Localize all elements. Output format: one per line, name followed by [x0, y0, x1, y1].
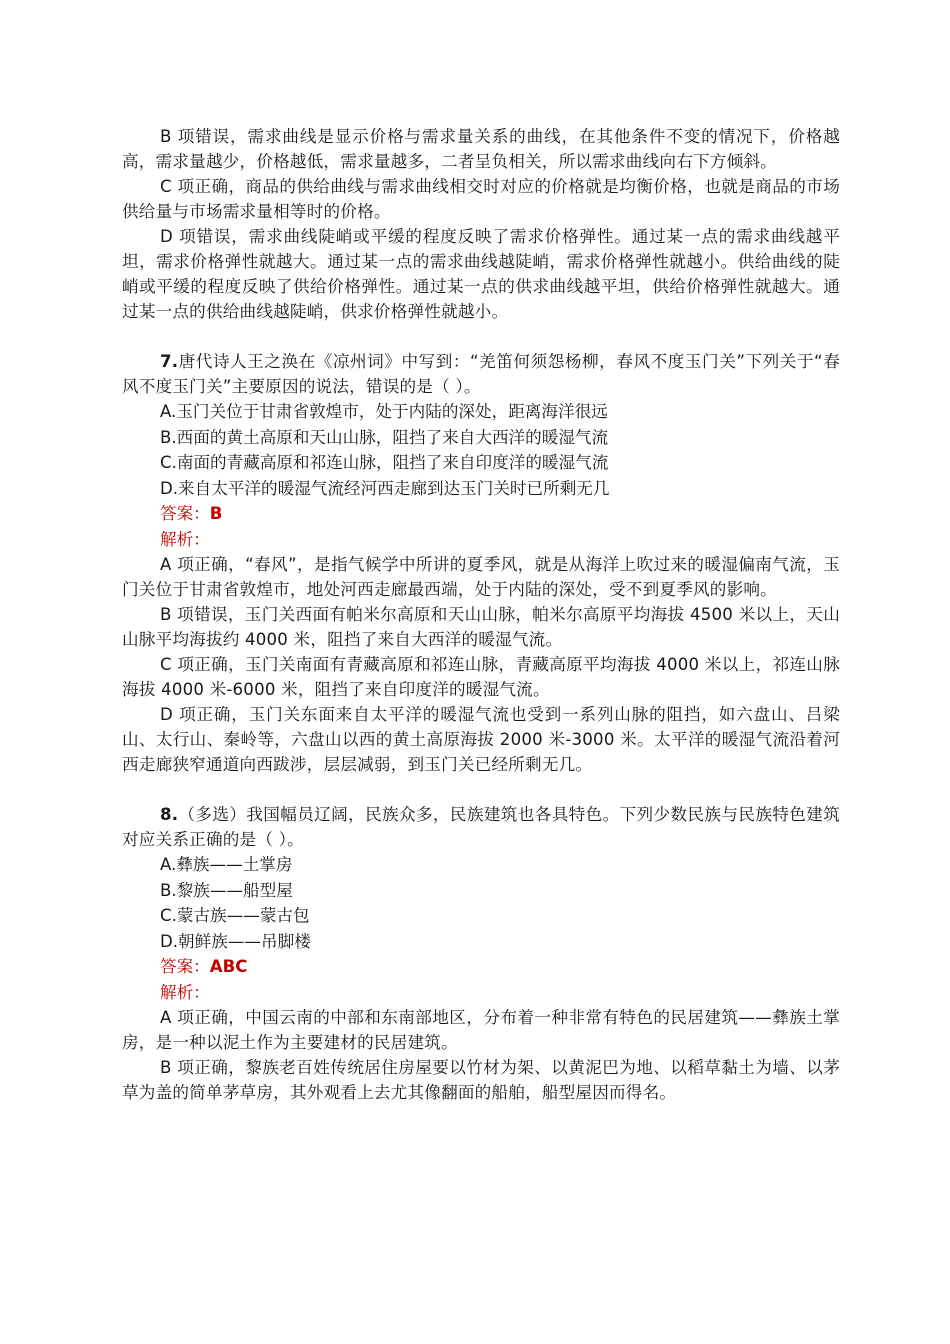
question-8-option-d: D.朝鲜族——吊脚楼: [160, 931, 311, 951]
question-7-analysis-label: 解析：: [160, 529, 210, 549]
question-7-answer: [122, 501, 840, 527]
question-8-number: 8.: [160, 805, 179, 824]
answer-value: ABC: [209, 957, 248, 976]
question-8-option-a: A.彝族——土掌房: [160, 855, 293, 874]
prev-analysis-c: C 项正确，商品的供给曲线与需求曲线相交时对应的价格就是均衡价格，也就是商品的市场供给量与市场需求量相等时的价格。: [122, 177, 840, 221]
question-7-analysis-b: B 项错误，玉门关西面有帕米尔高原和天山山脉，帕米尔高原平均海拔 4500 米以上，天山山脉平均海拔约 4000 米，阻挡了来自大西洋的暖湿气流。: [122, 605, 840, 649]
spacer: [122, 324, 840, 349]
question-7-analysis-d: D 项正确，玉门关东面来自太平洋的暖湿气流也受到一系列山脉的阻挡，如六盘山、吕梁山、太行山、秦岭等，六盘山以西的黄土高原海拔 2000 米-3000 米。太平洋的暖湿气流沿着河西走廊狭窄通道向西跋涉，层层减弱，到玉门关已经所剩无几。: [122, 705, 840, 774]
answer-label: 答案：: [160, 504, 210, 523]
document-page: [122, 124, 840, 1105]
question-7-option-a: A.玉门关位于甘肃省敦煌市，处于内陆的深处，距离海洋很远: [160, 402, 608, 421]
prev-analysis-b: B 项错误，需求曲线是显示价格与需求量关系的曲线，在其他条件不变的情况下，价格越高，需求量越少，价格越低，需求量越多，二者呈负相关，所以需求曲线向右下方倾斜。: [122, 127, 840, 171]
question-8-analysis-a: A 项正确，中国云南的中部和东南部地区，分布着一种非常有特色的民居建筑——彝族土掌房，是一种以泥土作为主要建材的民居建筑。: [122, 1008, 840, 1052]
question-8-answer: [122, 954, 840, 980]
question-8-option-b: B.黎族——船型屋: [160, 880, 293, 900]
question-8-option-c: C.蒙古族——蒙古包: [160, 906, 310, 925]
question-8-analysis-label: 解析：: [160, 982, 210, 1002]
question-8-analysis-b: B 项正确，黎族老百姓传统居住房屋要以竹材为架、以黄泥巴为地、以稻草黏土为墙、以茅草为盖的简单茅草房，其外观看上去尤其像翻面的船舶，船型屋因而得名。: [122, 1058, 840, 1102]
answer-value: B: [209, 504, 223, 523]
question-7-stem: [122, 349, 840, 399]
answer-label: 答案：: [160, 957, 210, 976]
question-7-option-d: D.来自太平洋的暖湿气流经河西走廊到达玉门关时已所剩无几: [160, 478, 610, 498]
question-7-text: 唐代诗人王之涣在《凉州词》中写到：“羌笛何须怨杨柳，春风不度玉门关”下列关于“春风不度玉门关”主要原因的说法，错误的是（ ）。: [122, 352, 840, 396]
question-8-stem: [122, 802, 840, 852]
question-8-text: （多选）我国幅员辽阔，民族众多，民族建筑也各具特色。下列少数民族与民族特色建筑对应关系正确的是（ ）。: [122, 805, 840, 849]
question-7-analysis-a: A 项正确，“春风”，是指气候学中所讲的夏季风，就是从海洋上吹过来的暖湿偏南气流，玉门关位于甘肃省敦煌市，地处河西走廊最西端，处于内陆的深处，受不到夏季风的影响。: [122, 555, 840, 599]
spacer: [122, 777, 840, 802]
question-7-option-c: C.南面的青藏高原和祁连山脉，阻挡了来自印度洋的暖湿气流: [160, 453, 609, 472]
question-7-option-b: B.西面的黄土高原和天山山脉，阻挡了来自大西洋的暖湿气流: [160, 427, 609, 447]
question-7-analysis-c: C 项正确，玉门关南面有青藏高原和祁连山脉，青藏高原平均海拔 4000 米以上，祁连山脉海拔 4000 米-6000 米，阻挡了来自印度洋的暖湿气流。: [122, 655, 840, 699]
question-7-number: 7.: [160, 352, 179, 371]
prev-analysis-d: D 项错误，需求曲线陡峭或平缓的程度反映了需求价格弹性。通过某一点的需求曲线越平坦，需求价格弹性就越大。通过某一点的需求曲线越陡峭，需求价格弹性就越小。供给曲线的陡峭或平缓的程度反映了供给价格弹性。通过某一点的供求曲线越平坦，供给价格弹性就越大。通过某一点的供给曲线越陡峭，供求价格弹性就越小。: [122, 227, 840, 321]
